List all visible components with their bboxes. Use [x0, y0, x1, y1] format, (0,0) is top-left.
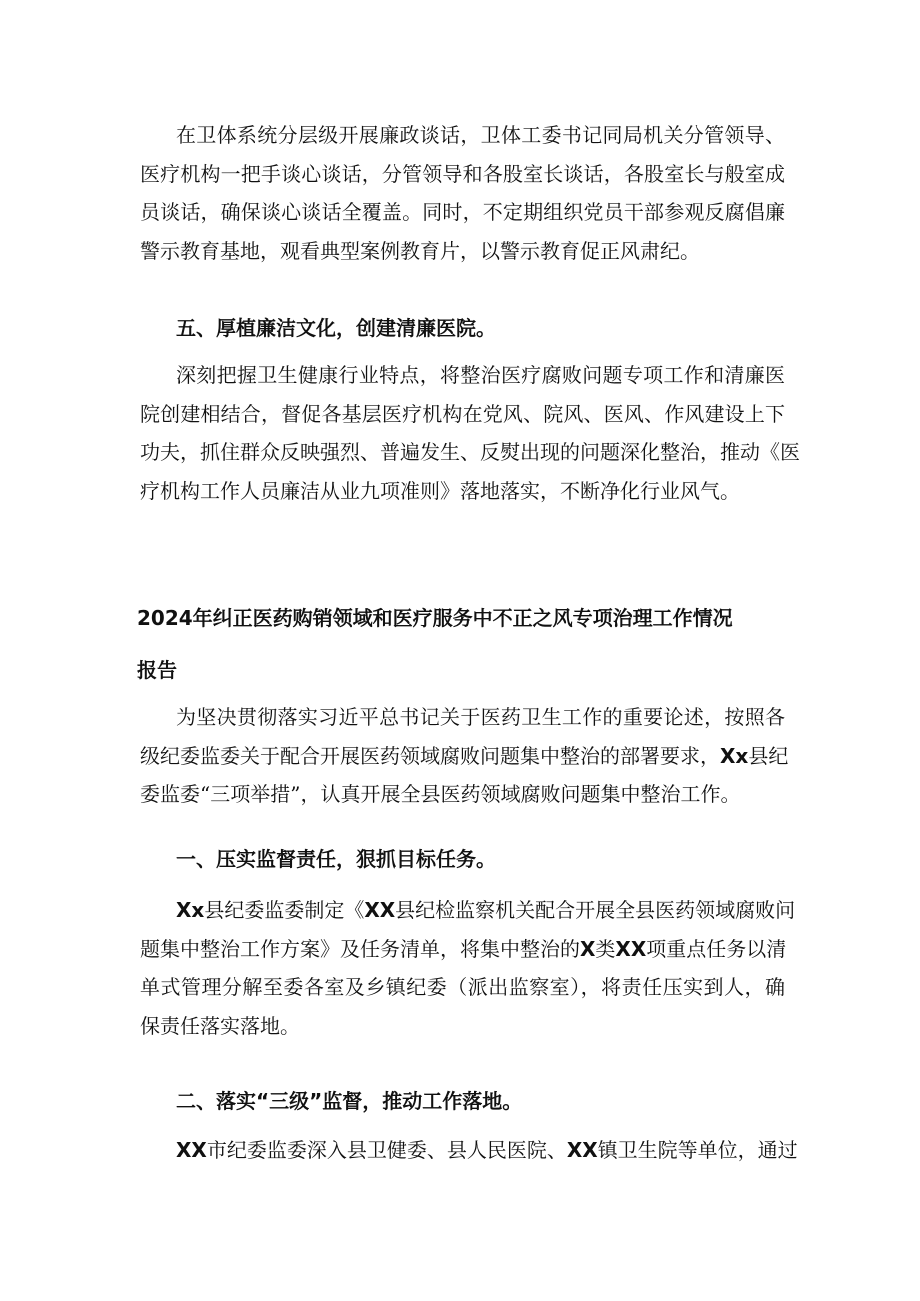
text-line: 在卫体系统分层级开展廉政谈话，卫体工委书记同局机关分管领导、: [176, 123, 785, 147]
text-line: [140, 930, 785, 969]
paragraph-three-level: [140, 1131, 798, 1170]
bold-placeholder: XX: [566, 1138, 598, 1162]
section-heading-5: 五、厚植廉洁文化，创建清廉医院。: [176, 316, 496, 340]
text-segment: 项重点任务以清: [646, 936, 787, 961]
title-line: 报告: [137, 658, 177, 682]
bold-placeholder: X: [580, 936, 596, 961]
text-line: 员谈话，确保谈心谈话全覆盖。同时，不定期组织党员干部参观反腐倡廉: [140, 200, 785, 224]
title-line: 2024年纠正医药购销领域和医疗服务中不正之风专项治理工作情况: [137, 606, 733, 630]
text-line: 医疗机构一把手谈心谈话，分管领导和各股室长谈话，各股室长与般室成: [140, 161, 785, 186]
bold-placeholder: Xx: [720, 743, 749, 768]
text-segment: 市纪委监委深入县卫健委、县人民医院、: [206, 1138, 567, 1162]
text-line: [140, 737, 789, 776]
bold-placeholder: XX: [176, 1138, 207, 1162]
text-segment: 县纪委监委制定《: [204, 898, 365, 922]
text-line: 深刻把握卫生健康行业特点，将整治医疗腐败问题专项工作和清廉医: [176, 363, 785, 387]
text-line: 委监委“三项举措”，认真开展全县医药领域腐败问题集中整治工作。: [140, 782, 741, 806]
text-segment: 级纪委监委关于配合开展医药领域腐败问题集中整治的部署要求，: [140, 743, 720, 768]
paragraph-supervision: [140, 891, 796, 1045]
paragraph-clean-culture: [140, 356, 800, 510]
section-heading-2: 二、落实“三级”监督，推动工作落地。: [176, 1089, 523, 1113]
text-line: 单式管理分解至委各室及乡镇纪委（派出监察室），将责任压实到人，确: [140, 975, 785, 999]
bold-placeholder: XX: [364, 898, 396, 922]
bold-placeholder: XX: [615, 936, 647, 961]
paragraph-intro: [140, 698, 789, 814]
text-segment: 县纪: [748, 743, 789, 768]
text-line: [140, 891, 796, 930]
text-line: [140, 1131, 798, 1170]
paragraph-talks: [140, 116, 785, 270]
text-line: 院创建相结合，督促各基层医疗机构在党风、院风、医风、作风建设上下: [140, 401, 785, 426]
text-line: 疗机构工作人员廉洁从业九项准则》落地落实，不断净化行业风气。: [140, 478, 740, 503]
bold-placeholder: Xx: [176, 898, 205, 922]
text-line: 警示教育基地，观看典型案例教育片，以警示教育促正风肃纪。: [140, 238, 700, 263]
text-line: 为坚决贯彻落实习近平总书记关于医药卫生工作的重要论述，按照各: [176, 705, 785, 729]
text-segment: 题集中整治工作方案》及任务清单，将集中整治的: [140, 936, 580, 961]
text-line: 功夫，抓住群众反映强烈、普遍发生、反熨出现的问题深化整治，推动《医: [140, 440, 800, 464]
text-segment: 镇卫生院等单位，通过: [597, 1138, 798, 1162]
report-title: [137, 592, 787, 696]
section-heading-1: 一、压实监督责任，狠抓目标任务。: [176, 847, 496, 871]
text-line: 保责任落实落地。: [140, 1013, 300, 1038]
text-segment: 类: [595, 936, 616, 961]
text-segment: 县纪检监察机关配合开展全县医药领域腐败问: [395, 898, 796, 922]
